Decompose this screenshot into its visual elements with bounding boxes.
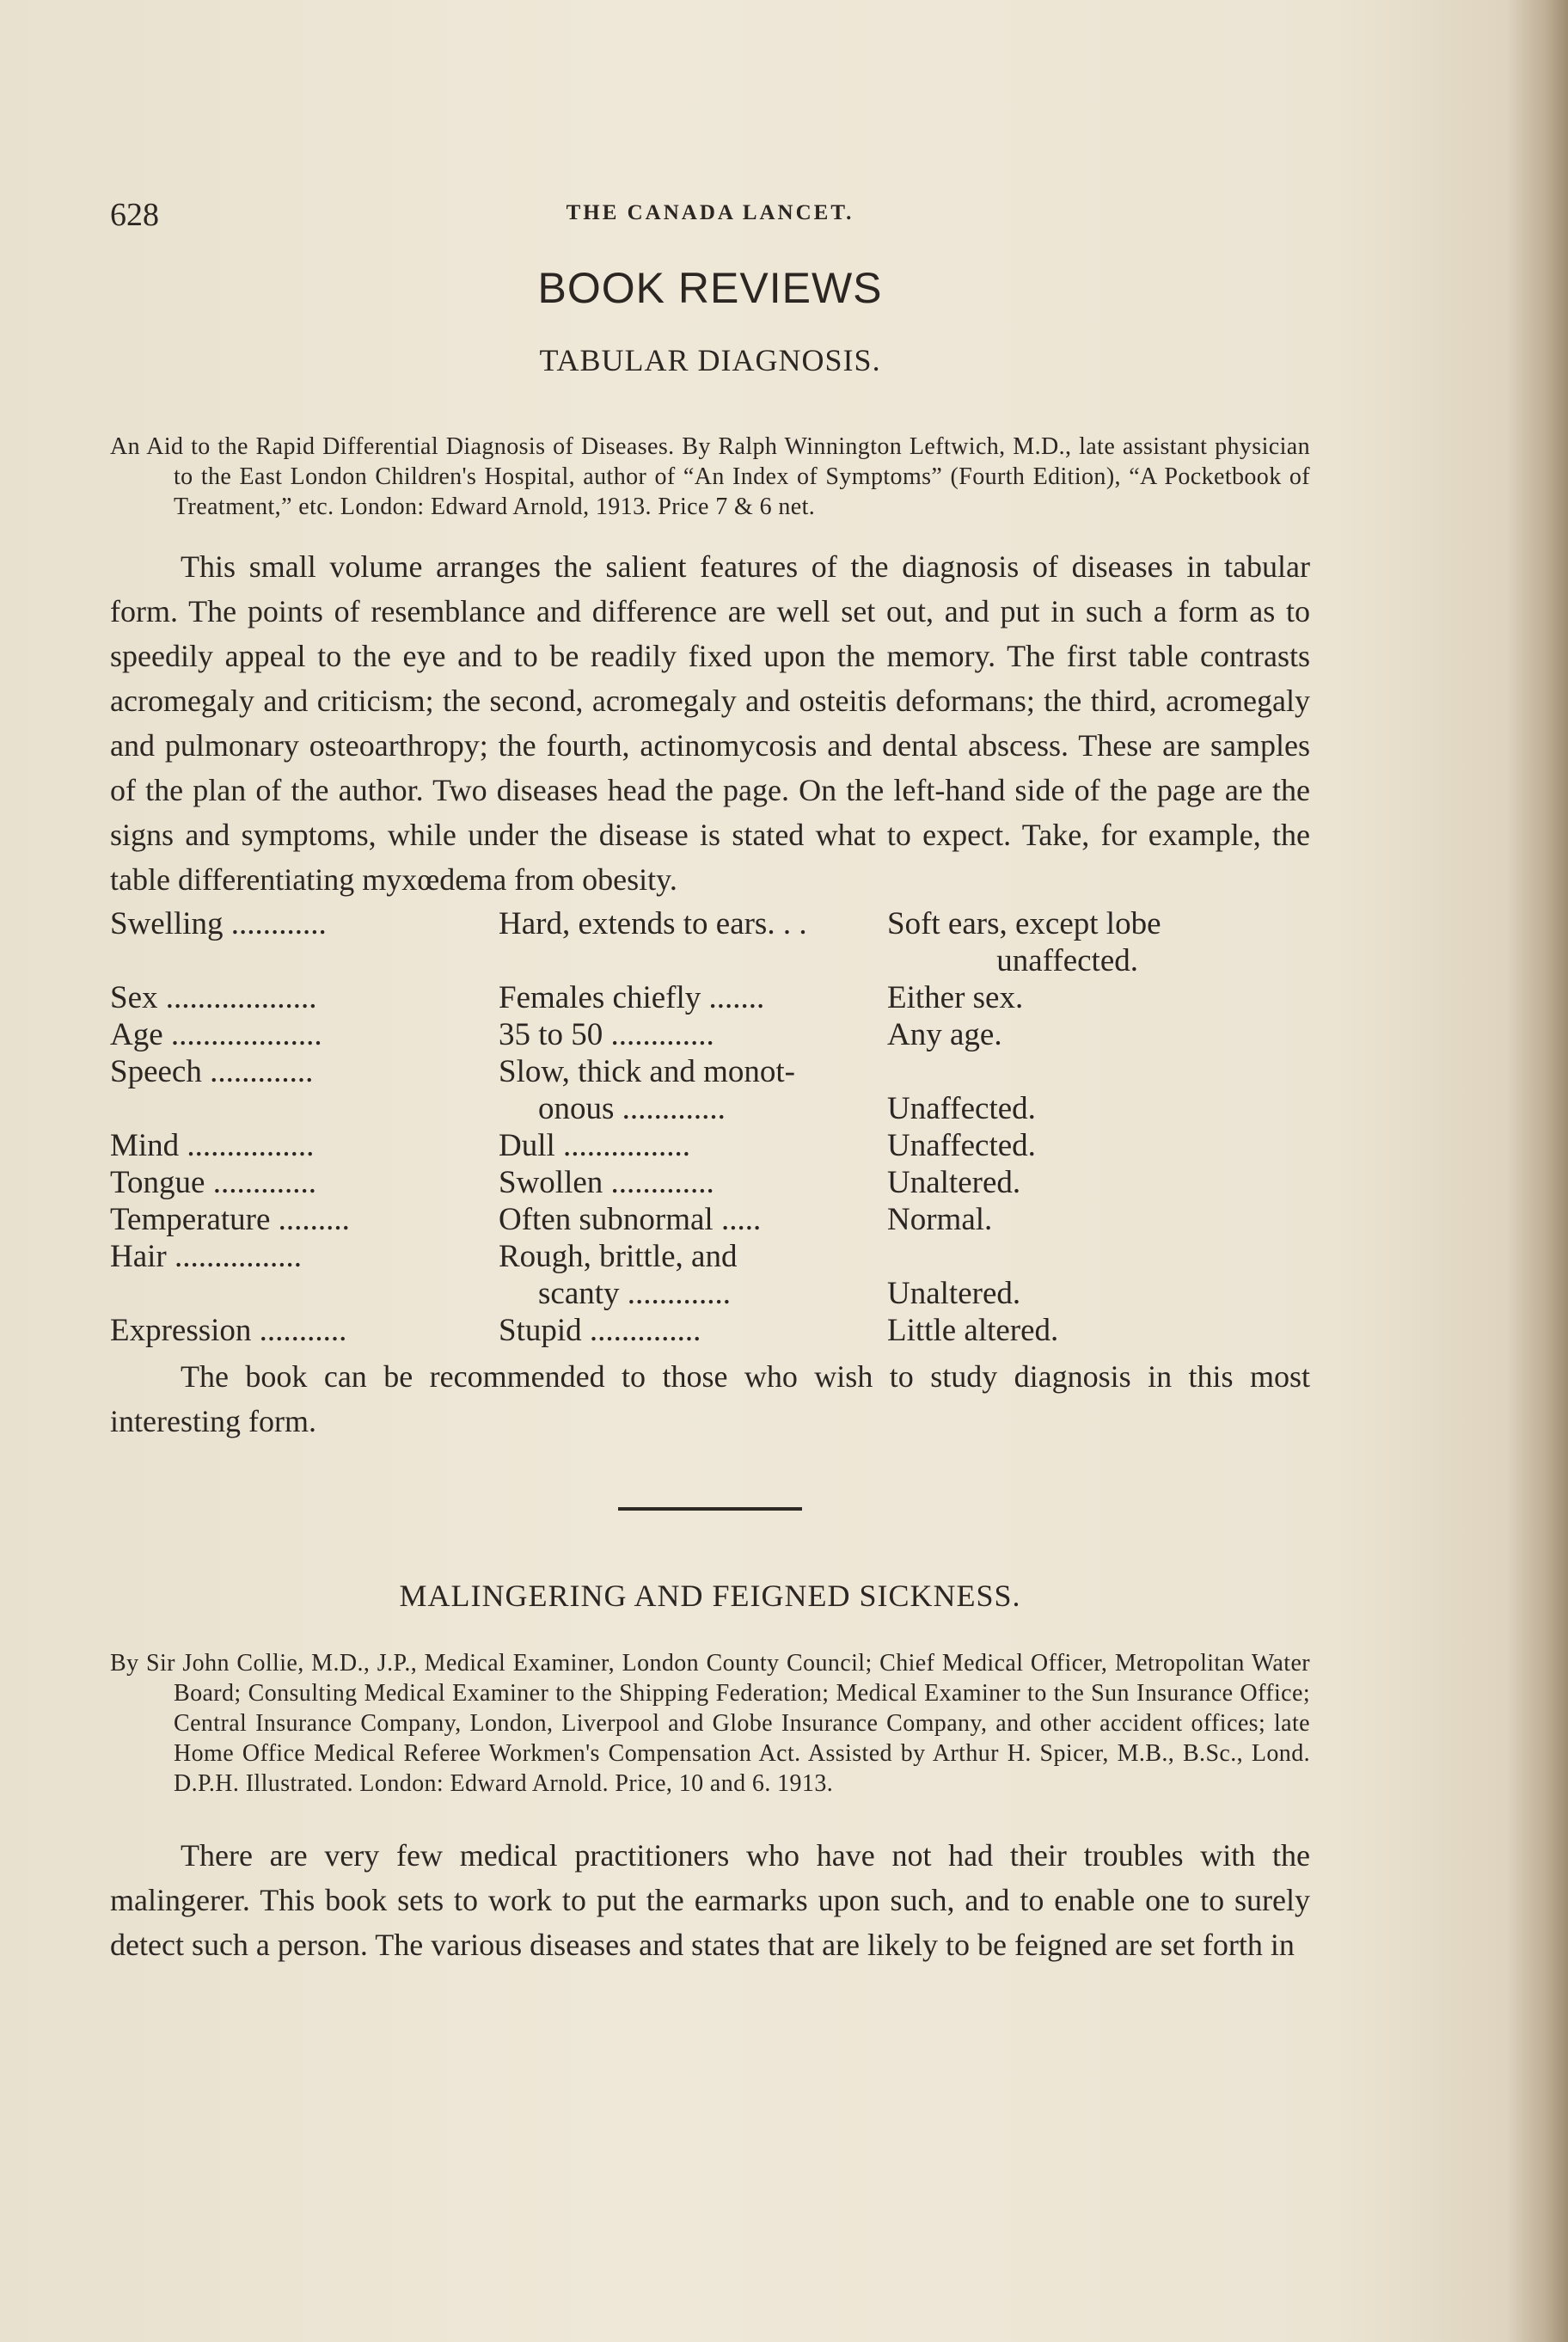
second-disease-cell: Either sex. <box>887 980 1024 1015</box>
first-disease-continuation: onous ............. <box>538 1091 726 1126</box>
sign-cell: Tongue ............. <box>110 1165 316 1200</box>
review-closing-paragraph: The book can be recommended to those who wish to study diagnosis in this most interesting form. <box>110 1359 1310 1438</box>
sign-cell: Mind ................ <box>110 1128 315 1163</box>
table-row <box>110 979 1310 1016</box>
review-citation: By Sir John Collie, M.D., J.P., Medical Examiner, London County Council; Chief Medical Officer, Metropolitan Water Board; Consulting Medical Examiner to the Shipping Federation; Medical Examiner to the Sun Insurance Office; Central Insurance Company, London, Liverpool and Globe Insurance Company, and other accident offices; late Home Office Medical Referee Workmen's Compensation Act. Assisted by Arthur H. Spicer, M.B., B.Sc., Lond. D.P.H. Illustrated. London: Edward Arnold. Price, 10 and 6. 1913. <box>110 1650 1310 1797</box>
second-disease-cell: Normal. <box>887 1202 993 1237</box>
table-row <box>110 1053 1310 1090</box>
section-title: BOOK REVIEWS <box>537 264 883 312</box>
empty-cell <box>887 1053 1310 1090</box>
section-divider <box>618 1507 802 1511</box>
first-disease-cell: Slow, thick and monot- <box>499 1054 795 1089</box>
table-row <box>110 1090 1310 1127</box>
table-row <box>110 905 1310 942</box>
second-disease-cell: Little altered. <box>887 1313 1059 1348</box>
review-title-tabular-diagnosis: TABULAR DIAGNOSIS. <box>539 343 881 377</box>
page-number: 628 <box>110 197 159 233</box>
table-row <box>110 942 1310 979</box>
empty-cell <box>110 1090 499 1127</box>
review-paragraph: This small volume arranges the salient features of the diagnosis of diseases in tabular form. The points of resemblance and difference are well set out, and put in such a form as to speedily appeal to the eye and to be readily fixed upon the memory. The first table contrasts acromegaly and criticism; the second, acromegaly and osteitis deformans; the third, acromegaly and pulmonary osteoarthropy; the fourth, actinomycosis and dental abscess. These are samples of the plan of the author. Two diseases head the page. On the left-hand side of the page are the signs and symptoms, while under the disease is stated what to expect. Take, for example, the table differentiating myxœdema from obesity. <box>110 549 1310 897</box>
running-header <box>110 196 1310 248</box>
table-row <box>110 1312 1310 1349</box>
first-disease-cell: Often subnormal ..... <box>499 1202 762 1237</box>
review-paragraph: There are very few medical practitioners who have not had their troubles with the malingerer. This book sets to work to put the earmarks upon such, and to enable one to surely detect such a person. The various diseases and states that are likely to be feigned are set forth in <box>110 1838 1310 1962</box>
page-edge-shadow <box>1508 0 1568 2342</box>
table-row <box>110 1164 1310 1201</box>
first-disease-cell: Females chiefly ....... <box>499 980 765 1015</box>
empty-cell <box>110 942 499 979</box>
second-disease-continuation: unaffected. <box>996 943 1138 978</box>
review-citation: An Aid to the Rapid Differential Diagnosis of Diseases. By Ralph Winnington Leftwich, M.D., late assistant physician to the East London Children's Hospital, author of “An Index of Symptoms” (Fourth Edition), “A Pocketbook of Treatment,” etc. London: Edward Arnold, 1913. Price 7 & 6 net. <box>110 433 1310 520</box>
table-row <box>110 1238 1310 1275</box>
table-row <box>110 1016 1310 1053</box>
first-disease-cell: Rough, brittle, and <box>499 1239 738 1274</box>
review-title-malingering: MALINGERING AND FEIGNED SICKNESS. <box>399 1579 1021 1613</box>
sign-cell: Temperature ......... <box>110 1202 350 1237</box>
second-disease-cell: Unaffected. <box>887 1128 1036 1163</box>
table-row <box>110 1275 1310 1312</box>
first-disease-cell: Stupid .............. <box>499 1313 701 1348</box>
first-disease-cell: Swollen ............. <box>499 1165 714 1200</box>
second-disease-cell: Unaltered. <box>887 1276 1021 1311</box>
sign-cell: Hair ................ <box>110 1239 302 1274</box>
first-disease-continuation: scanty ............. <box>538 1276 732 1311</box>
empty-cell <box>887 1238 1310 1275</box>
table-row <box>110 1201 1310 1238</box>
first-disease-cell: 35 to 50 ............. <box>499 1017 714 1052</box>
sign-cell: Expression ........... <box>110 1313 347 1348</box>
second-disease-cell: Unaltered. <box>887 1165 1021 1200</box>
empty-cell <box>110 1275 499 1312</box>
second-disease-cell: Soft ears, except lobe <box>887 906 1161 941</box>
second-disease-cell: Unaffected. <box>887 1091 1036 1126</box>
table-row <box>110 1127 1310 1164</box>
sign-cell: Speech ............. <box>110 1054 314 1089</box>
comparison-table <box>110 905 1310 1349</box>
second-disease-cell: Any age. <box>887 1017 1002 1052</box>
sign-cell: Swelling ............ <box>110 906 327 941</box>
first-disease-cell: Hard, extends to ears. . . <box>499 906 807 941</box>
journal-title: THE CANADA LANCET. <box>566 201 854 224</box>
first-disease-cell: Dull ................ <box>499 1128 691 1163</box>
sign-cell: Age ................... <box>110 1017 322 1052</box>
sign-cell: Sex ................... <box>110 980 317 1015</box>
